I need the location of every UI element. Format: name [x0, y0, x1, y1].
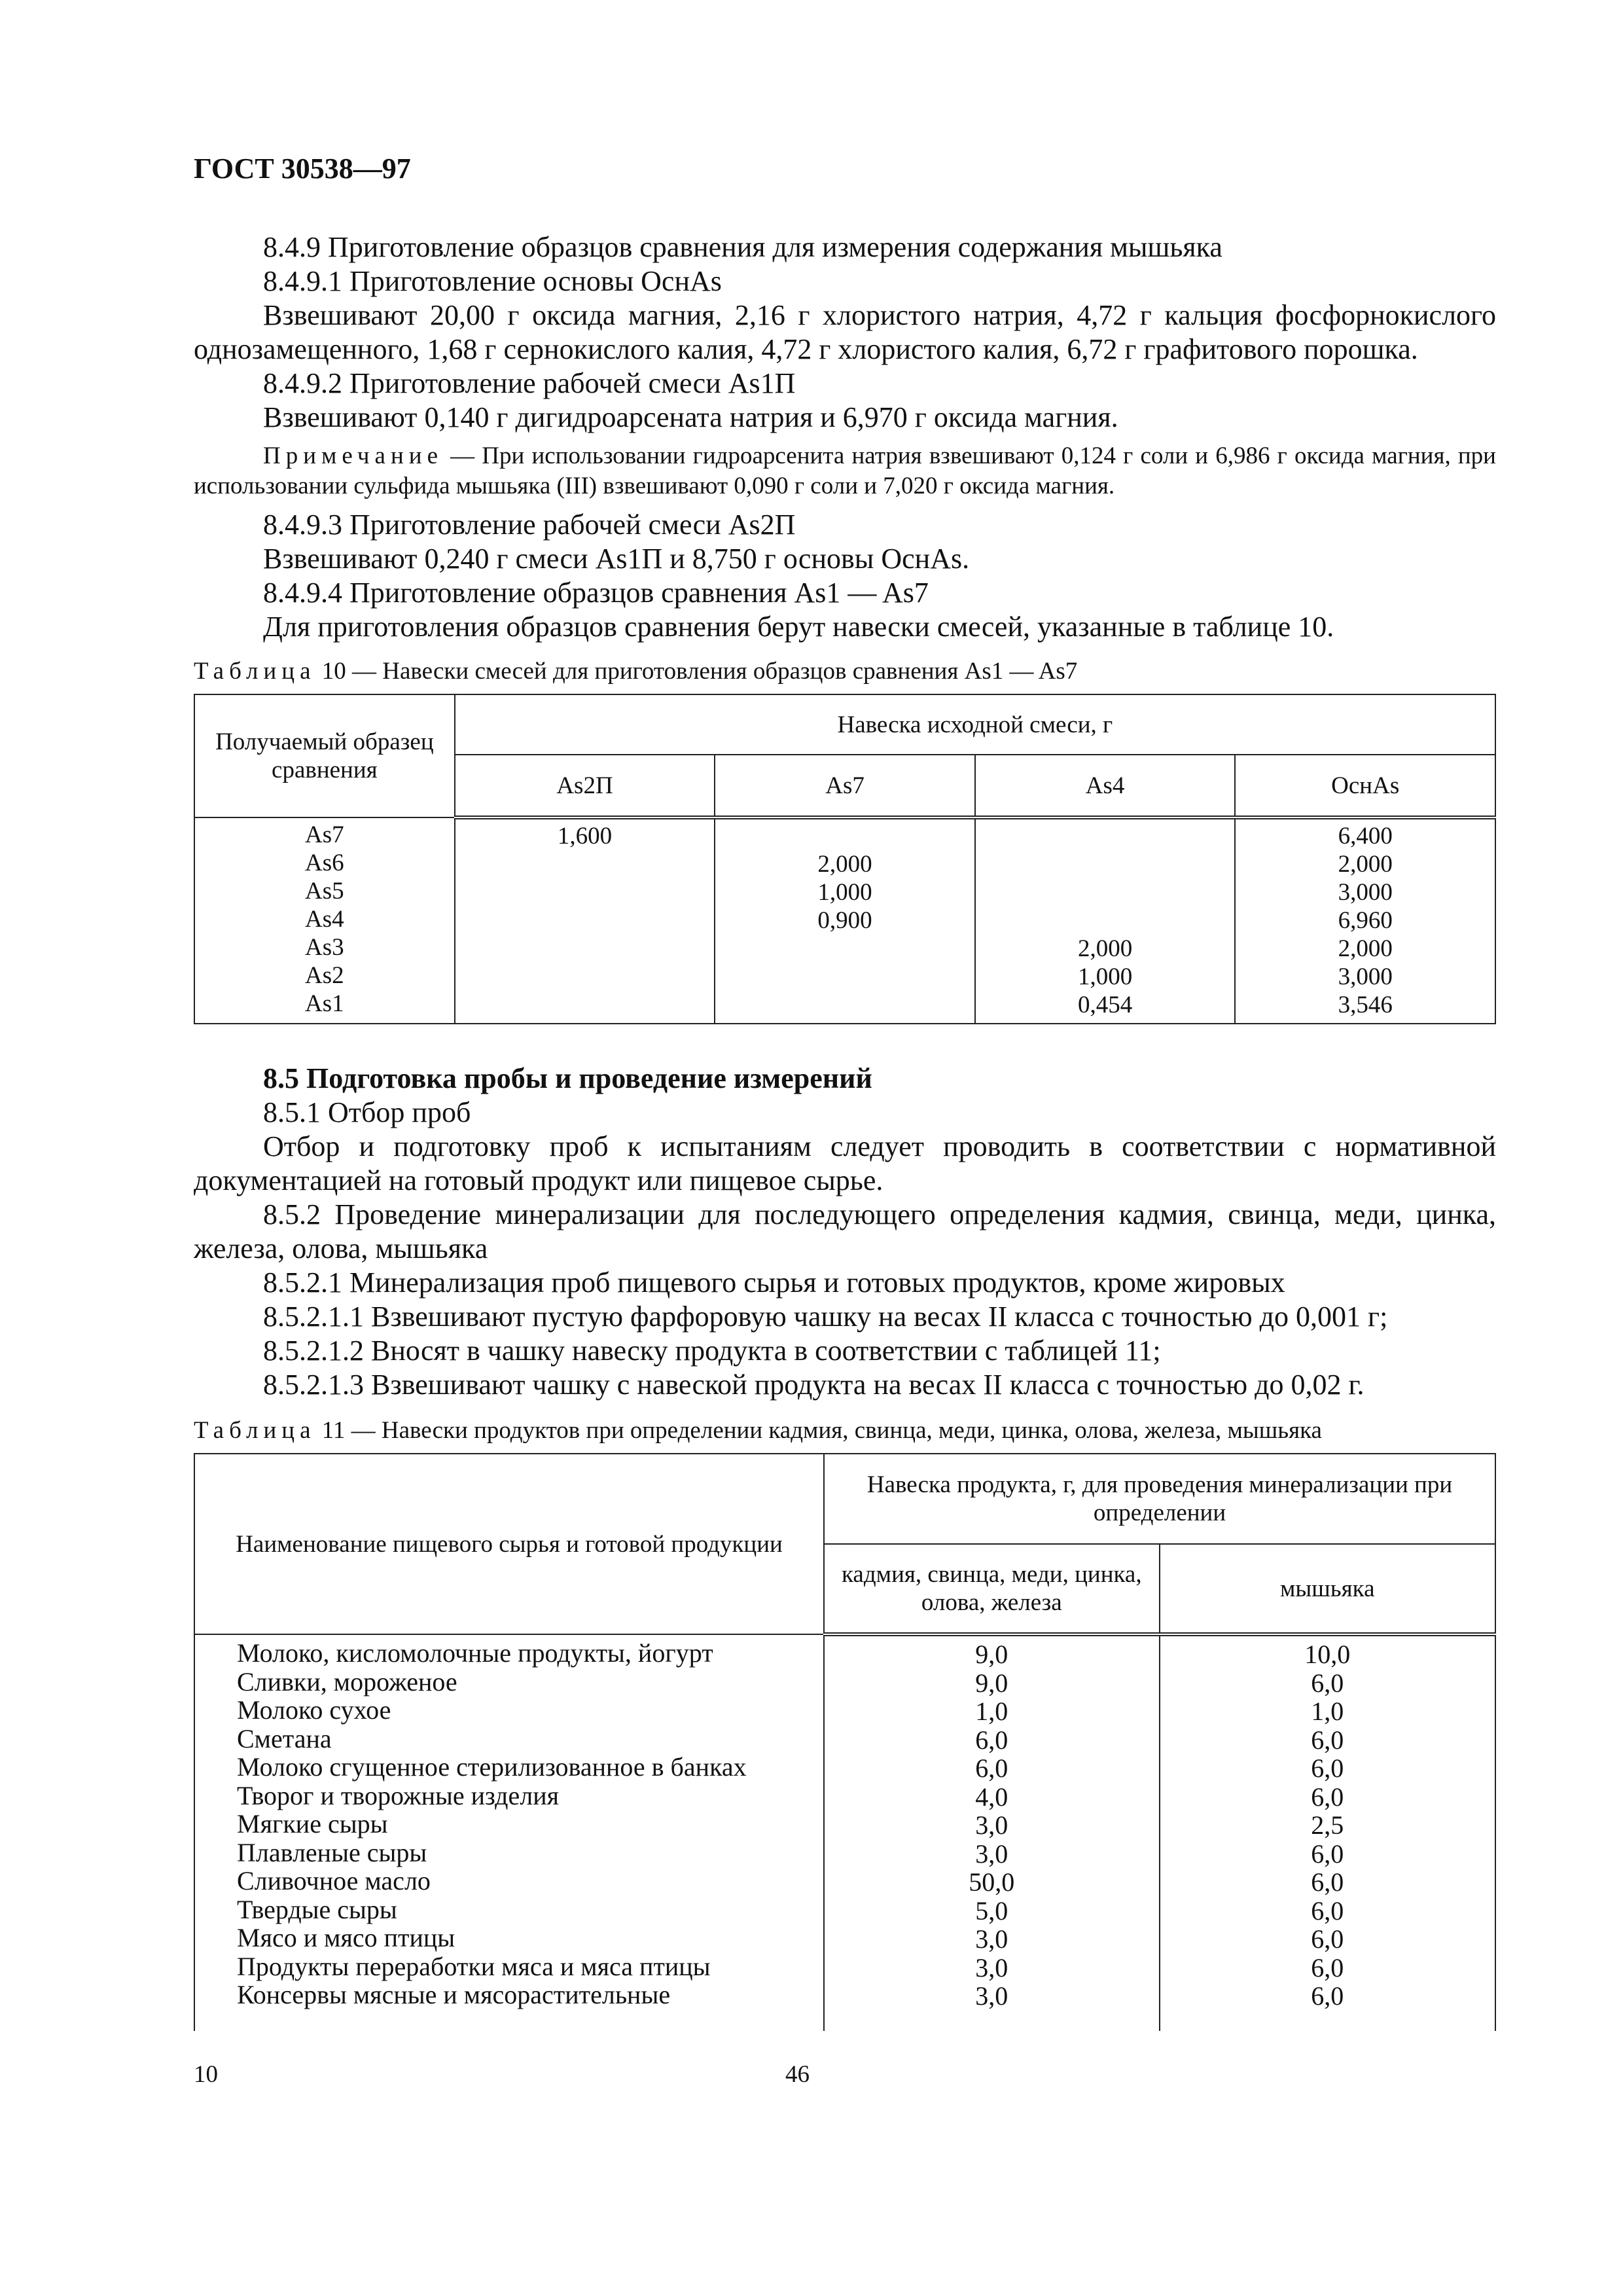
paragraph: 8.4.9.3 Приготовление рабочей смеси As2П [263, 509, 796, 541]
table-header-cell: As4 [975, 755, 1236, 817]
paragraph: 8.4.9.4 Приготовление образцов сравнения As1 — As7 [263, 577, 929, 609]
table-header-cell: Наименование пищевого сырья и готовой продукции [194, 1454, 824, 1634]
table-cell: Молоко, кисломолочные продукты, йогурт Сливки, мороженое Молоко сухое Сметана Молоко сгущенное стерилизованное в банках Творог и творожные изделия Мягкие сыры Плавленые сыры Сливочное масло Твердые сыры Мясо и мясо птицы Продукты переработки мяса и мяса птицы Консервы мясные и мясорастительные [194, 1634, 824, 2031]
caption-text: 10 — Навески смесей для приготовления образцов сравнения As1 — As7 [315, 658, 1078, 685]
paragraph: 8.4.9.1 Приготовление основы ОснAs [263, 265, 722, 297]
paragraph: Отбор и подготовку проб к испытаниям следует проводить в соответствии с нормативной документацией на готовый продукт или пищевое сырье. [194, 1130, 1496, 1196]
section-8-5 [194, 1062, 1496, 1402]
caption-text: 11 — Навески продуктов при определении кадмия, свинца, меди, цинка, олова, железа, мышьяка [315, 1417, 1322, 1444]
document-header: ГОСТ 30538—97 [194, 152, 411, 185]
note-label: Примечание [263, 442, 443, 469]
section-heading: 8.5 Подготовка пробы и проведение измерений [263, 1062, 872, 1094]
note [194, 441, 1496, 501]
table-10 [194, 694, 1496, 1024]
table-cell: 2,000 1,000 0,900 [715, 817, 975, 1024]
table-header-cell: кадмия, свинца, меди, цинка, олова, железа [824, 1544, 1159, 1634]
table-cell: As7 As6 As5 As4 As3 As2 As1 [194, 817, 455, 1024]
table-11 [194, 1453, 1496, 2031]
table-header-cell: Навеска исходной смеси, г [455, 694, 1495, 755]
note-text: — При использовании гидроарсенита натрия взвешивают 0,124 г соли и 6,986 г оксида магния, при использовании сульфида мышьяка (III) взвешивают 0,090 г соли и 7,020 г оксида магния. [194, 442, 1496, 499]
table10-caption [194, 657, 1077, 685]
table-cell: 2,000 1,000 0,454 [975, 817, 1236, 1024]
caption-label: Таблица [194, 658, 316, 685]
paragraph: 8.5.2 Проведение минерализации для последующего определения кадмия, свинца, меди, цинка, железа, олова, мышьяка [194, 1198, 1496, 1265]
table-header-cell: Навеска продукта, г, для проведения минерализации при определении [824, 1454, 1495, 1544]
caption-label: Таблица [194, 1417, 316, 1444]
paragraph: 8.5.2.1.1 Взвешивают пустую фарфоровую чашку на весах II класса с точностью до 0,001 г; [263, 1300, 1388, 1333]
paragraph: 8.5.1 Отбор проб [263, 1096, 471, 1128]
section-8-4-9 [194, 230, 1496, 644]
paragraph: Взвешивают 20,00 г оксида магния, 2,16 г хлористого натрия, 4,72 г кальция фосфорнокислого однозамещенного, 1,68 г сернокислого калия, 4,72 г хлористого калия, 6,72 г графитового порошка. [194, 299, 1496, 365]
paragraph: 8.5.2.1 Минерализация проб пищевого сырья и готовых продуктов, кроме жировых [263, 1266, 1285, 1299]
table-header-cell: ОснAs [1235, 755, 1495, 817]
table-header-cell: As7 [715, 755, 975, 817]
paragraph: 8.4.9.2 Приготовление рабочей смеси As1П [263, 367, 796, 399]
table-cell: 10,0 6,0 1,0 6,0 6,0 6,0 2,5 6,0 6,0 6,0 6,0 6,0 6,0 [1160, 1634, 1495, 2031]
table-cell: 1,600 [455, 817, 715, 1024]
table-cell: 9,0 9,0 1,0 6,0 6,0 4,0 3,0 3,0 50,0 5,0 3,0 3,0 3,0 [824, 1634, 1159, 2031]
paragraph: 8.5.2.1.2 Вносят в чашку навеску продукта в соответствии с таблицей 11; [263, 1335, 1161, 1367]
table-header-cell: Получаемый образец сравнения [194, 694, 455, 817]
table11-caption [194, 1416, 1322, 1444]
paragraph: Взвешивают 0,240 г смеси As1П и 8,750 г основы ОснAs. [263, 543, 970, 575]
table-header-cell: As2П [455, 755, 715, 817]
paragraph: Для приготовления образцов сравнения берут навески смесей, указанные в таблице 10. [263, 611, 1334, 643]
page-number: 10 [194, 2061, 218, 2088]
paragraph: 8.5.2.1.3 Взвешивают чашку с навеской продукта на весах II класса с точностью до 0,02 г. [263, 1369, 1364, 1401]
paragraph: 8.4.9 Приготовление образцов сравнения для измерения содержания мышьяка [263, 231, 1222, 263]
table-header-cell: мышьяка [1160, 1544, 1495, 1634]
table-cell: 6,400 2,000 3,000 6,960 2,000 3,000 3,546 [1235, 817, 1495, 1024]
sheet-number: 46 [785, 2061, 810, 2088]
paragraph: Взвешивают 0,140 г дигидроарсената натрия и 6,970 г оксида магния. [263, 401, 1118, 433]
